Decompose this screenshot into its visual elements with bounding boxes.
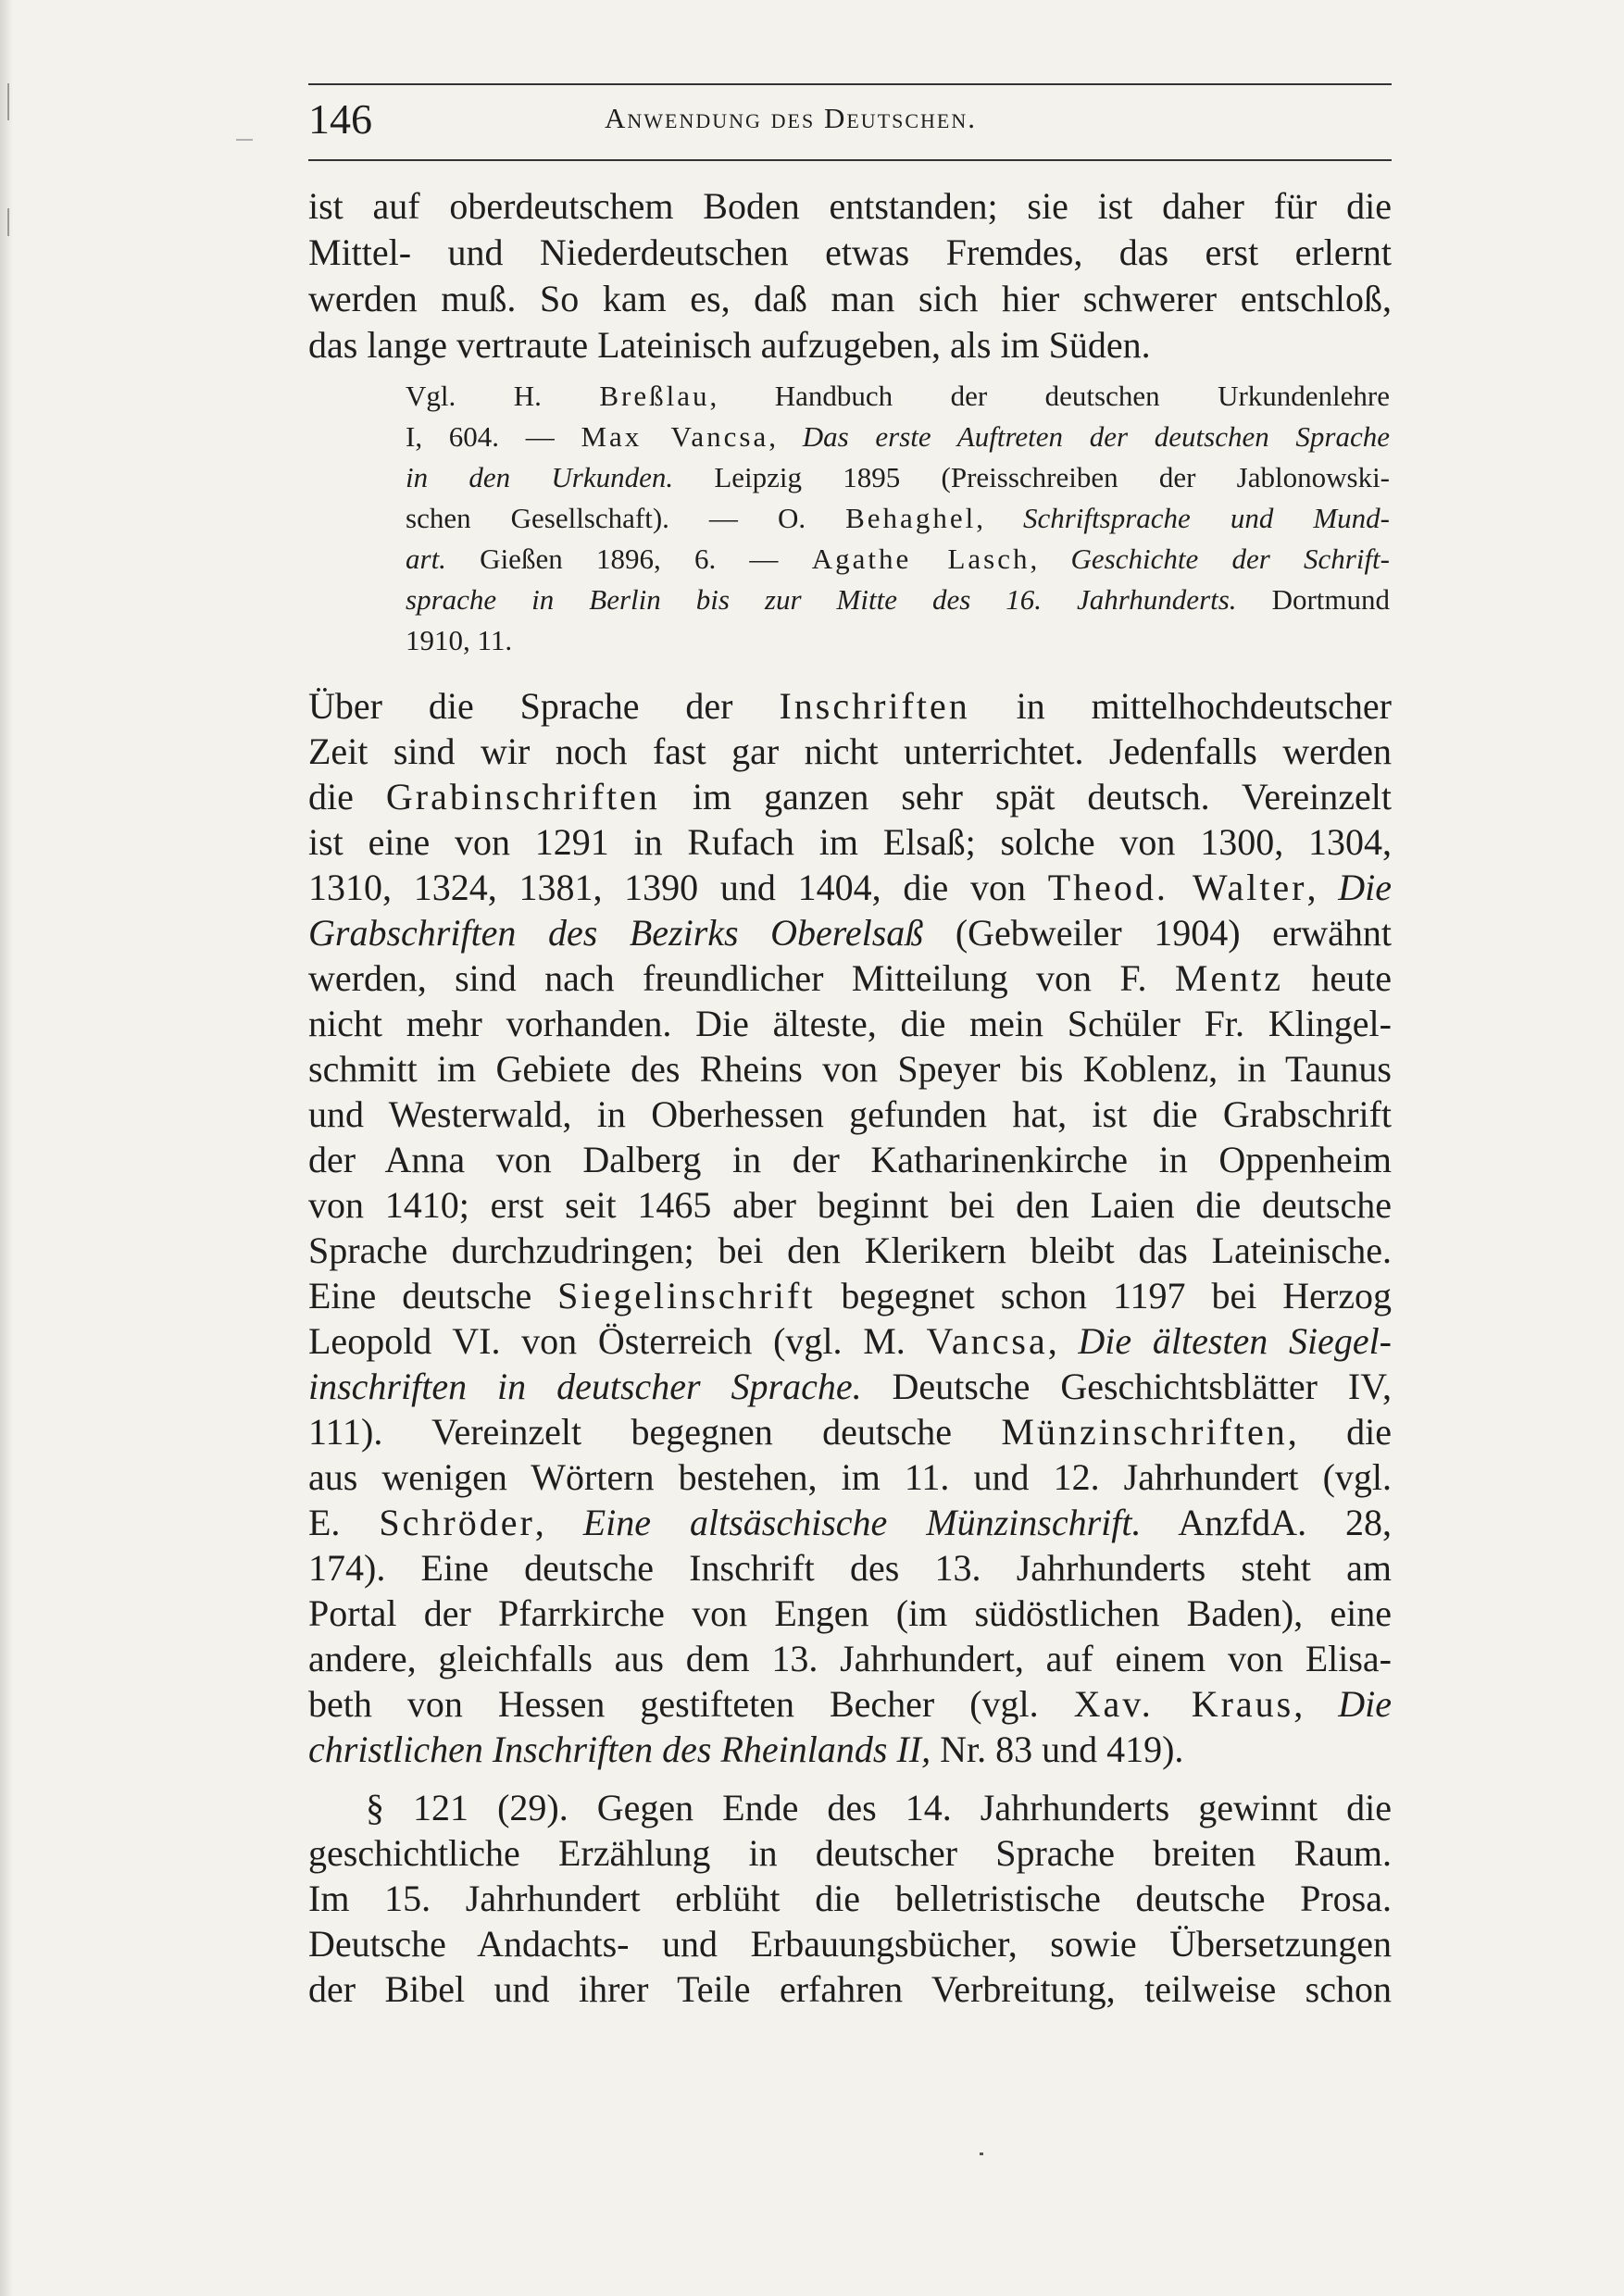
text-line: beth von Hessen gestifteten Becher (vgl. Xav. Kraus, Die <box>308 1683 1392 1725</box>
note-line: Vgl. H. Breßlau, Handbuch der deutschen Urkundenlehre <box>406 380 1390 412</box>
text-line: die Grabinschriften im ganzen sehr spät deutsch. Vereinzelt <box>308 776 1393 817</box>
text-line: das lange vertraute Lateinisch aufzugeben, als im Süden. <box>308 324 1151 366</box>
text-line: Sprache durchzudringen; bei den Klerikern bleibt das Lateinische. <box>308 1229 1392 1271</box>
text-line: andere, gleichfalls aus dem 13. Jahrhundert, auf einem von Elisa- <box>308 1638 1392 1679</box>
text-line: werden, sind nach freundlicher Mitteilung von F. Mentz heute <box>308 957 1392 999</box>
text-line: E. Schröder, Eine altsäschische Münzinschrift. AnzfdA. 28, <box>308 1502 1393 1543</box>
note-line: in den Urkunden. Leipzig 1895 (Preisschreiben der Jablonowski- <box>406 461 1391 493</box>
text-line: inschriften in deutscher Sprache. Deutsche Geschichtsblätter IV, <box>308 1366 1392 1407</box>
text-line: Portal der Pfarrkirche von Engen (im südöstlichen Baden), eine <box>308 1592 1392 1634</box>
running-title: Anwendung des Deutschen. <box>605 102 978 134</box>
text-line: 174). Eine deutsche Inschrift des 13. Jahrhunderts steht am <box>308 1547 1392 1589</box>
text-line: Zeit sind wir noch fast gar nicht unterrichtet. Jedenfalls werden <box>308 730 1392 772</box>
text-line: ist eine von 1291 in Rufach im Elsaß; solche von 1300, 1304, <box>308 821 1392 863</box>
text-line: von 1410; erst seit 1465 aber beginnt bei den Laien die deutsche <box>308 1184 1392 1226</box>
page-number: 146 <box>308 95 372 143</box>
text-line: ist auf oberdeutschem Boden entstanden; sie ist daher für die <box>308 185 1392 227</box>
text-line: 1310, 1324, 1381, 1390 und 1404, die von Theod. Walter, Die <box>308 867 1393 908</box>
scan-mark <box>7 208 9 236</box>
text-line: schmitt im Gebiete des Rheins von Speyer bis Koblenz, in Taunus <box>308 1048 1392 1090</box>
text-line: der Anna von Dalberg in der Katharinenkirche in Oppenheim <box>308 1139 1392 1180</box>
text-line: Im 15. Jahrhundert erblüht die belletristische deutsche Prosa. <box>308 1878 1392 1919</box>
text-line: 111). Vereinzelt begegnen deutsche Münzinschriften, die <box>308 1411 1392 1453</box>
text-line: der Bibel und ihrer Teile erfahren Verbreitung, teilweise schon <box>308 1968 1392 2010</box>
scan-edge-shadow <box>0 0 13 2296</box>
text-line: werden muß. So kam es, daß man sich hier schwerer entschloß, <box>308 278 1392 319</box>
note-line: 1910, 11. <box>406 624 513 656</box>
note-line: sprache in Berlin bis zur Mitte des 16. Jahrhunderts. Dortmund <box>406 583 1390 616</box>
text-line: Deutsche Andachts- und Erbauungsbücher, sowie Übersetzungen <box>308 1923 1392 1965</box>
print-speck <box>980 2152 983 2155</box>
text-line: Mittel- und Niederdeutschen etwas Fremdes, das erst erlernt <box>308 231 1392 273</box>
book-page <box>308 0 1392 2296</box>
scan-mark <box>7 83 9 120</box>
section-heading-line: § 121 (29). Gegen Ende des 14. Jahrhunderts gewinnt die <box>366 1787 1392 1828</box>
note-line: art. Gießen 1896, 6. — Agathe Lasch, Geschichte der Schrift- <box>406 543 1390 575</box>
text-line: Über die Sprache der Inschriften in mittelhochdeutscher <box>308 685 1393 727</box>
note-line: I, 604. — Max Vancsa, Das erste Auftreten der deutschen Sprache <box>406 420 1391 453</box>
text-line: geschichtliche Erzählung in deutscher Sprache breiten Raum. <box>308 1832 1392 1874</box>
text-line: Grabschriften des Bezirks Oberelsaß (Gebweiler 1904) erwähnt <box>308 912 1392 954</box>
text-line: Leopold VI. von Österreich (vgl. M. Vancsa, Die ältesten Siegel- <box>308 1320 1393 1362</box>
text-line: christlichen Inschriften des Rheinlands II, Nr. 83 und 419). <box>308 1728 1184 1770</box>
text-line: aus wenigen Wörtern bestehen, im 11. und 12. Jahrhundert (vgl. <box>308 1456 1392 1498</box>
text-line: Eine deutsche Siegelinschrift begegnet schon 1197 bei Herzog <box>308 1275 1392 1316</box>
running-header <box>308 83 1392 161</box>
note-line: schen Gesellschaft). — O. Behaghel, Schriftsprache und Mund- <box>406 502 1390 534</box>
text-line: und Westerwald, in Oberhessen gefunden hat, ist die Grabschrift <box>308 1093 1392 1135</box>
text-line: nicht mehr vorhanden. Die älteste, die mein Schüler Fr. Klingel- <box>308 1003 1392 1044</box>
scan-mark <box>236 139 253 141</box>
